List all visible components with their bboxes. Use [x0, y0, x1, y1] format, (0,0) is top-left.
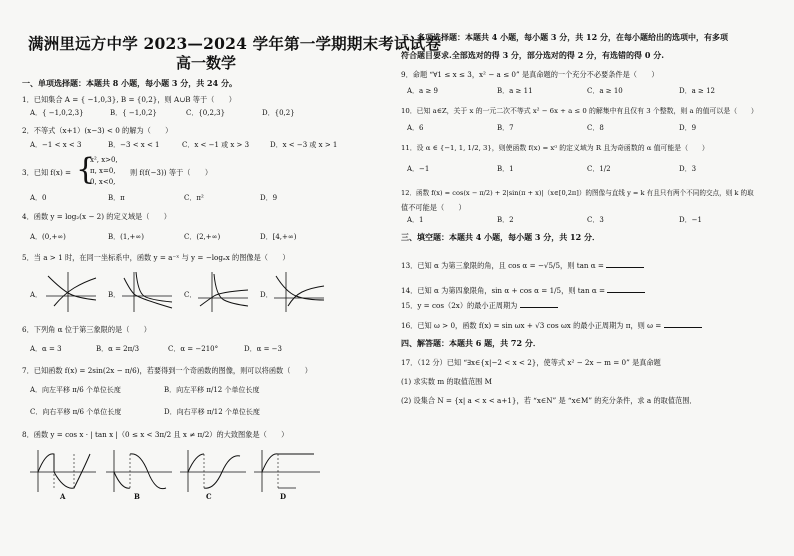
q15-answer-blank [520, 300, 558, 308]
q3-option-c: C．π² [184, 194, 204, 202]
q7-option-d: D．向右平移 π/12 个单位长度 [164, 408, 260, 416]
q3-option-d: D．9 [260, 194, 278, 202]
section-solutions: 四、解答题：本题共 6 题，共 72 分． [401, 338, 541, 348]
q3-option-b: B．π [108, 194, 125, 202]
question-13-text: 13．已知 α 为第三象限的角，且 cos α = −√5/5，则 tan α = [401, 261, 604, 270]
q1-option-b: B．{ −1,0,2} [110, 109, 157, 117]
section-multi-choice-cont: 符合题目要求.全部选对的得 3 分，部分选对的得 2 分，有选错的得 0 分. [401, 50, 664, 60]
q5-graph-a [44, 270, 98, 314]
question-16 [401, 320, 702, 329]
q6-option-c: C．α = −210° [168, 345, 219, 353]
q12-option-b: B．2 [497, 216, 514, 224]
question-16-text: 16．已知 ω > 0，函数 f(x) = sin ωx + √3 cos ωx 的最小正周期为 π，则 ω = [401, 321, 662, 330]
q10-option-c: C．8 [587, 124, 604, 132]
q11-option-b: B．1 [497, 165, 514, 173]
question-14 [401, 285, 645, 294]
question-4: 4．函数 y = log₂(x − 2) 的定义域是（ ） [22, 212, 171, 221]
q5-label-d: D． [260, 291, 273, 299]
q2-option-c: C．x < −1 或 x > 3 [182, 141, 250, 149]
question-11: 11．设 α ∈ {−1, 1, 1/2, 3}，则使函数 f(x) = xᵅ 的定义域为 R 且为奇函数的 α 值可能是（ ） [401, 144, 709, 152]
q9-option-b: B．a ≥ 11 [497, 87, 533, 95]
q7-option-a: A．向左平移 π/6 个单位长度 [30, 386, 121, 394]
q10-option-d: D．9 [679, 124, 697, 132]
q4-option-d: D．[4,+∞) [260, 233, 297, 241]
q8-label-b: B [134, 492, 140, 501]
q10-option-a: A．6 [407, 124, 424, 132]
question-9: 9．命题 “∀1 ≤ x ≤ 3，x² − a ≤ 0” 是真命题的一个充分不必要条件是（ ） [401, 70, 659, 79]
section-fill-blank: 三、填空题：本题共 4 小题，每小题 3 分，共 12 分． [401, 232, 600, 242]
question-6: 6．下列角 α 位于第三象限的是（ ） [22, 325, 151, 334]
question-17: 17．（12 分）已知 “∃x∈{x|−2 < x < 2}，使等式 x² − 2x − m = 0” 是真命题 [401, 358, 661, 367]
q13-answer-blank [606, 260, 644, 268]
q9-option-d: D．a ≥ 12 [679, 87, 716, 95]
q9-option-c: C．a ≥ 10 [587, 87, 623, 95]
question-3-suffix: 则 f(f(−3)) 等于（ ） [130, 168, 213, 177]
q16-answer-blank [664, 320, 702, 328]
question-14-text: 14．已知 α 为第四象限角，sin α + cos α = 1/5，则 tan α = [401, 286, 606, 295]
q12-option-c: C．3 [587, 216, 604, 224]
q8-graph-b [104, 448, 174, 494]
q1-option-c: C．{0,2,3} [186, 109, 226, 117]
question-12: 12．函数 f(x) = cos(x − π/2) + 2|sin(π + x)|（x∈[0,2π]）的图像与直线 y = k 有且只有两个不同的交点，则 k 的取 [401, 189, 754, 197]
q7-option-b: B．向左平移 π/12 个单位长度 [164, 386, 260, 394]
question-10: 10．已知 a∈Z，关于 x 的一元二次不等式 x² − 6x + a ≤ 0 的解集中有且仅有 3 个整数，则 a 的值可以是（ ） [401, 107, 758, 115]
q8-graph-a [28, 448, 98, 494]
q6-option-a: A．α = 3 [30, 345, 62, 353]
question-15-text: 15．y = cos（2x）的最小正周期为 [401, 301, 518, 310]
question-2: 2．不等式（x+1）(x−3) < 0 的解为（ ） [22, 126, 173, 135]
q1-option-a: A．{ −1,0,2,3} [30, 109, 84, 117]
q8-graph-d [252, 448, 322, 494]
q7-option-c: C．向右平移 π/6 个单位长度 [30, 408, 122, 416]
question-3-prefix: 3．已知 f(x) = [22, 168, 72, 177]
q5-graph-b [120, 270, 174, 314]
q2-option-b: B．−3 < x < 1 [108, 141, 160, 149]
q6-option-b: B．α = 2π/3 [96, 345, 140, 353]
q3-option-a: A．0 [30, 194, 47, 202]
q11-option-a: A．−1 [407, 165, 430, 173]
q5-label-b: B． [108, 291, 121, 299]
question-5: 5．当 a > 1 时，在同一坐标系中，函数 y = a⁻ˣ 与 y = −logₐx 的图像是（ ） [22, 253, 290, 262]
q1-option-d: D．{0,2} [262, 109, 295, 117]
q10-option-b: B．7 [497, 124, 514, 132]
question-1: 1．已知集合 A = { −1,0,3}, B = {0,2}，则 A∪B 等于（ ） [22, 95, 236, 104]
q11-option-c: C．1/2 [587, 165, 611, 173]
q2-option-a: A．−1 < x < 3 [30, 141, 82, 149]
q8-label-c: C [206, 492, 212, 501]
exam-title: 满洲里远方中学 2023—2024 学年第一学期期末考试试卷 [28, 34, 442, 53]
piecewise-brace: { [76, 152, 96, 187]
question-12-cont: 值不可能是（ ） [401, 203, 466, 212]
question-17-part-1: (1) 求实数 m 的取值范围 M [401, 377, 492, 386]
q8-label-a: A [60, 492, 66, 501]
q5-label-c: C． [184, 291, 197, 299]
question-17-part-2: (2) 设集合 N = {x| a < x < a+1}，若 “x∈N” 是 “x∈M” 的充分条件，求 a 的取值范围． [401, 396, 697, 405]
q2-option-d: D．x < −3 或 x > 1 [270, 141, 338, 149]
exam-subtitle: 高一数学 [176, 54, 237, 72]
section-multi-choice: 二、多项选择题：本题共 4 小题，每小题 3 分，共 12 分，在每小题给出的选项中，有多项 [401, 32, 728, 42]
q6-option-d: D．α = −3 [244, 345, 282, 353]
question-7: 7．已知函数 f(x) = 2sin(2x − π/6)，若要得到一个奇函数的图像，则可以将函数（ ） [22, 366, 312, 375]
q11-option-d: D．3 [679, 165, 697, 173]
question-13 [401, 260, 644, 269]
q12-option-d: D．−1 [679, 216, 702, 224]
q5-label-a: A． [30, 291, 43, 299]
q3-case-1: x², x>0, [90, 156, 118, 164]
section-single-choice: 一、单项选择题：本题共 8 小题，每小题 3 分，共 24 分。 [22, 78, 237, 88]
q12-option-a: A．1 [407, 216, 424, 224]
q5-graph-d [272, 270, 326, 314]
q4-option-a: A．(0,+∞) [30, 233, 66, 241]
q3-case-3: 0, x<0, [90, 178, 116, 186]
q8-graph-c [178, 448, 248, 494]
q3-case-2: π, x=0, [90, 167, 116, 175]
question-8: 8．函数 y = cos x · | tan x |（0 ≤ x < 3π/2 且 x ≠ π/2）的大致图象是（ ） [22, 430, 289, 439]
q5-graph-c [196, 270, 250, 314]
q9-option-a: A．a ≥ 9 [407, 87, 438, 95]
q4-option-b: B．(1,+∞) [108, 233, 144, 241]
q14-answer-blank [607, 285, 645, 293]
question-15 [401, 300, 558, 309]
q4-option-c: C．(2,+∞) [184, 233, 221, 241]
q8-label-d: D [280, 492, 287, 501]
